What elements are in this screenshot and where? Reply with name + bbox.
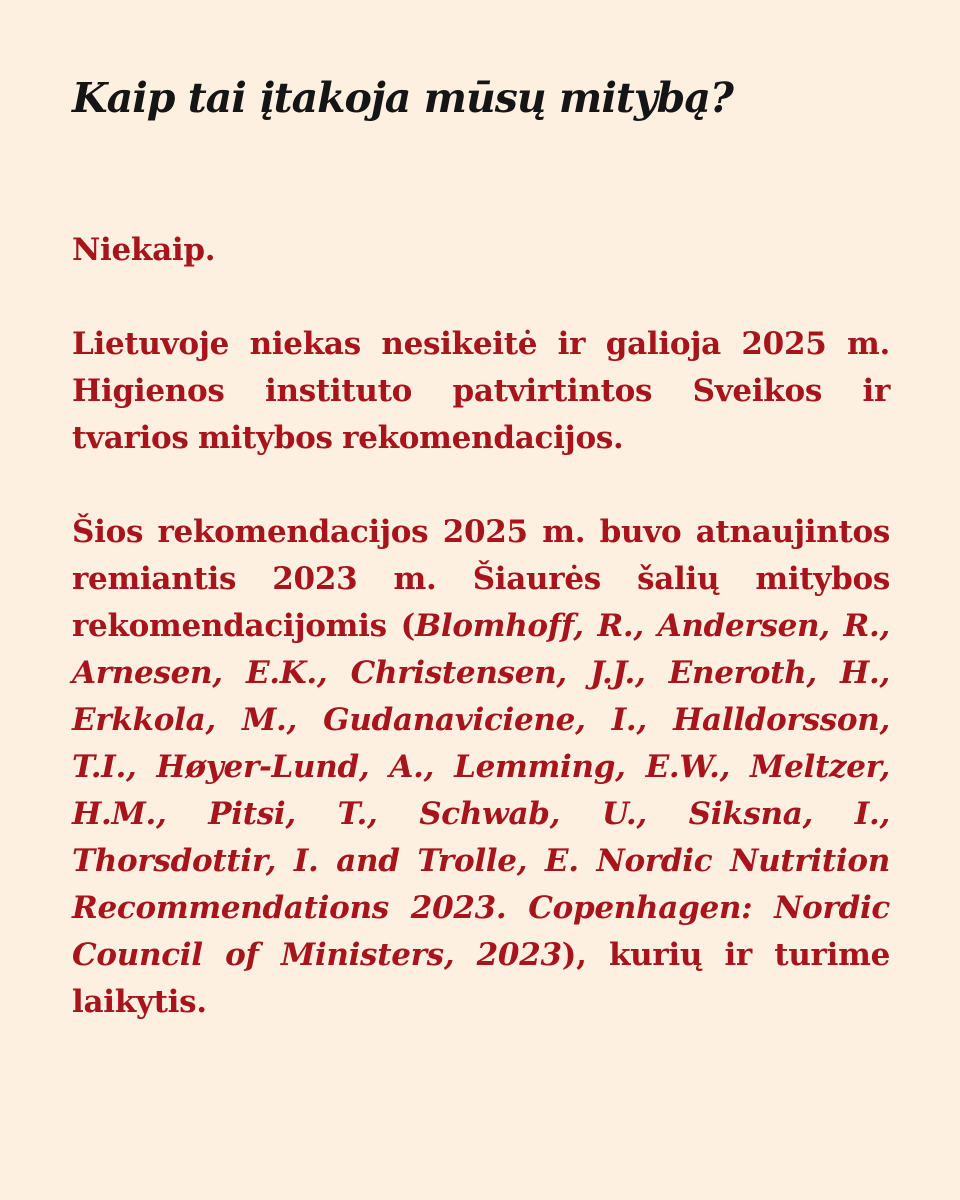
paragraph-spacer: [72, 274, 890, 321]
source-paragraph: [72, 509, 890, 1026]
recommendations-paragraph: Lietuvoje niekas nesikeitė ir galioja 2025 m. Higienos instituto patvirtintos Sveikos ir tvarios mitybos rekomendacijos.: [72, 326, 890, 456]
source-intro-text: Šios rekomendacijos 2025 m. buvo atnaujintos remiantis 2023 m. Šiaurės šalių mitybos rekomendacijomis (: [72, 514, 890, 644]
paragraph-spacer: [72, 462, 890, 509]
citation-text: Blomhoff, R., Andersen, R., Arnesen, E.K., Christensen, J.J., Eneroth, H., Erkkola, M., Gudanaviciene, I., Halldorsson, T.I., Høyer-Lund, A., Lemming, E.W., Meltzer, H.M., Pitsi, T., Schwab, U., Siksna, I., Thorsdottir, I. and Trolle, E. Nordic Nutrition Recommendations 2023. Copenhagen: Nordic Council of Ministers, 2023: [72, 608, 890, 973]
main-content: [72, 227, 890, 1026]
answer-paragraph: Niekaip.: [72, 232, 216, 268]
page-title: Kaip tai įtakoja mūsų mitybą?: [72, 74, 733, 122]
source-outro-text: ), kurių ir turime laikytis.: [72, 937, 890, 1020]
